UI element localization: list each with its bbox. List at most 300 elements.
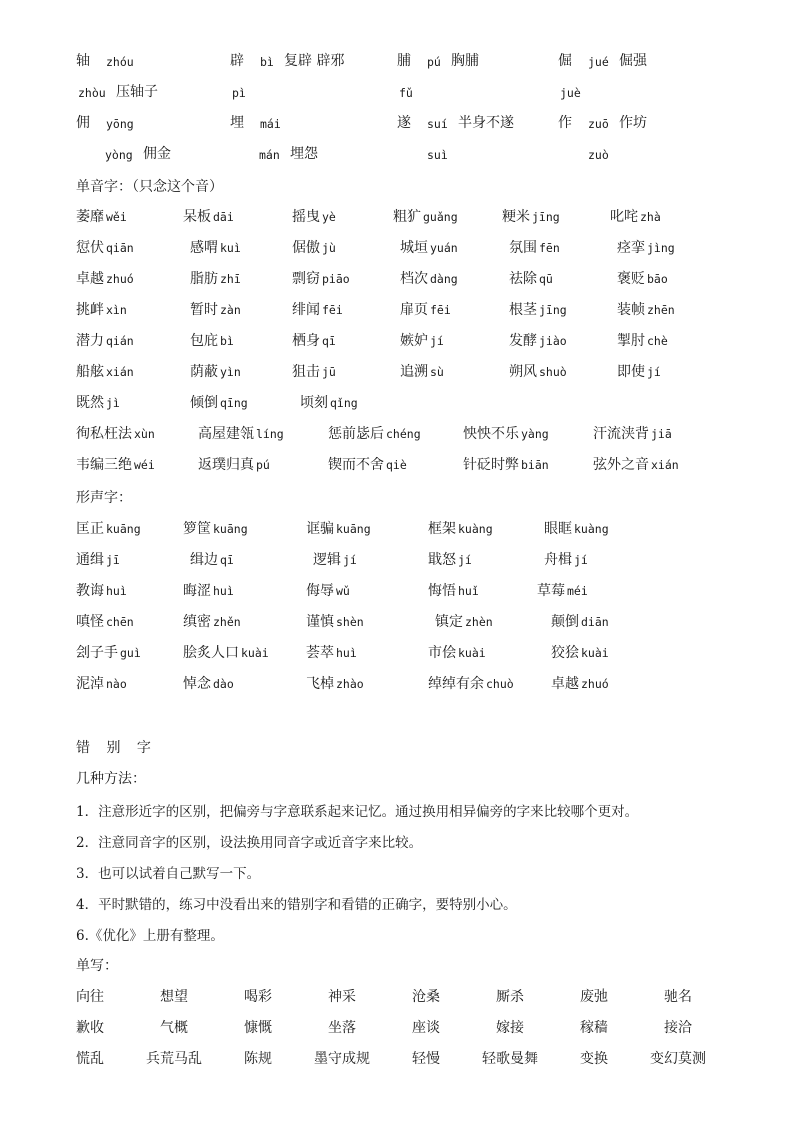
pinyin: fǔ <box>399 86 413 100</box>
pinyin: huì <box>336 646 357 660</box>
word-text: 萎靡 <box>76 209 104 225</box>
word-text: 祛除 <box>509 271 537 287</box>
pinyin: yòng <box>105 148 133 162</box>
word-entry <box>313 551 357 569</box>
pinyin: shuò <box>539 365 567 379</box>
word-entry <box>463 425 549 443</box>
pinyin: diān <box>581 615 609 629</box>
word-text: 狙击 <box>292 364 320 380</box>
practice-word: 变换 <box>580 1051 608 1067</box>
word-text: 晦涩 <box>183 583 211 599</box>
word-entry <box>190 332 234 350</box>
word-text: 返璞归真 <box>198 457 254 473</box>
word-entry <box>306 644 357 662</box>
pinyin: fēn <box>539 241 560 255</box>
word-text: 镇定 <box>435 614 463 630</box>
word-entry <box>76 363 134 381</box>
word-text: 卓越 <box>551 676 579 692</box>
word-entry <box>183 675 234 693</box>
pinyin: sù <box>430 365 444 379</box>
phonetic-heading: 形声字： <box>76 490 132 506</box>
example-words: 胸脯 <box>451 53 479 69</box>
word-text: 倨傲 <box>292 240 320 256</box>
practice-word: 废弛 <box>580 989 608 1005</box>
pinyin: huì <box>213 584 234 598</box>
word-text: 暂时 <box>190 302 218 318</box>
polyphone-char: 辟 <box>230 53 244 69</box>
word-text: 飞棹 <box>306 676 334 692</box>
polyphone-char: 倔 <box>558 53 572 69</box>
practice-word: 厮杀 <box>496 989 524 1005</box>
word-entry <box>190 270 241 288</box>
word-entry <box>617 301 675 319</box>
pinyin: kuāng <box>106 522 141 536</box>
word-text: 档次 <box>400 271 428 287</box>
word-text: 包庇 <box>190 333 218 349</box>
practice-word: 歉收 <box>76 1020 104 1036</box>
word-entry <box>509 363 567 381</box>
word-text: 刽子手 <box>76 645 118 661</box>
word-text: 徇私枉法 <box>76 426 132 442</box>
word-text: 绯闻 <box>292 302 320 318</box>
polyphone-char: 遂 <box>397 115 411 131</box>
practice-word: 坐落 <box>328 1020 356 1036</box>
pinyin: wǔ <box>336 584 350 598</box>
pinyin: chēn <box>106 615 134 629</box>
practice-word: 轻歌曼舞 <box>482 1051 538 1067</box>
pinyin: kuài <box>241 646 269 660</box>
word-entry <box>292 363 336 381</box>
word-entry <box>617 270 668 288</box>
pinyin: mán <box>259 148 280 162</box>
word-text: 狡狯 <box>551 645 579 661</box>
word-text: 韦编三绝 <box>76 457 132 473</box>
pinyin: xián <box>651 458 679 472</box>
pinyin: qī <box>220 553 234 567</box>
practice-word: 慌乱 <box>76 1051 104 1067</box>
word-text: 卓越 <box>76 271 104 287</box>
word-text: 既然 <box>76 395 104 411</box>
pinyin: guǎng <box>423 210 458 224</box>
pinyin: suì <box>427 148 448 162</box>
word-text: 悔悟 <box>428 583 456 599</box>
word-entry <box>509 301 567 319</box>
word-text: 锲而不舍 <box>328 457 384 473</box>
pinyin: bāo <box>647 272 668 286</box>
pinyin: pú <box>427 55 441 69</box>
word-text: 感喟 <box>190 240 218 256</box>
word-entry <box>76 456 155 474</box>
word-text: 脂肪 <box>190 271 218 287</box>
word-entry <box>537 582 588 600</box>
word-entry <box>183 208 234 226</box>
word-entry <box>76 582 127 600</box>
word-text: 粗犷 <box>393 209 421 225</box>
practice-word: 陈规 <box>244 1051 272 1067</box>
word-entry <box>544 551 588 569</box>
word-entry <box>183 582 234 600</box>
pinyin: xùn <box>134 427 155 441</box>
word-text: 颠倒 <box>551 614 579 630</box>
pinyin: yuán <box>430 241 458 255</box>
word-text: 嗔怪 <box>76 614 104 630</box>
pinyin: dàng <box>430 272 458 286</box>
word-text: 栖身 <box>292 333 320 349</box>
pinyin: chéng <box>386 427 421 441</box>
pinyin: jī <box>106 553 120 567</box>
word-entry <box>76 425 155 443</box>
word-text: 嫉妒 <box>400 333 428 349</box>
pinyin: pì <box>232 86 246 100</box>
word-entry <box>328 425 421 443</box>
pinyin: zuò <box>588 148 609 162</box>
practice-word: 向往 <box>76 989 104 1005</box>
pinyin: zhòu <box>78 86 106 100</box>
word-entry <box>551 675 609 693</box>
pinyin: mái <box>260 117 281 131</box>
word-entry <box>328 456 407 474</box>
word-entry <box>292 270 350 288</box>
word-entry <box>292 301 343 319</box>
polyphone-char: 轴 <box>76 53 90 69</box>
pinyin: jué <box>588 55 609 69</box>
pinyin: piāo <box>322 272 350 286</box>
pinyin: qǐng <box>330 396 358 410</box>
word-text: 城垣 <box>400 240 428 256</box>
practice-word: 嫁接 <box>496 1020 524 1036</box>
practice-word: 墨守成规 <box>314 1051 370 1067</box>
word-entry <box>183 644 269 662</box>
pinyin: jí <box>574 553 588 567</box>
word-entry <box>190 394 248 412</box>
word-entry <box>428 644 486 662</box>
word-entry <box>593 456 679 474</box>
pinyin: jīng <box>532 210 560 224</box>
pinyin: zhēn <box>647 303 675 317</box>
word-text: 摇曳 <box>292 209 320 225</box>
pinyin: kuì <box>220 241 241 255</box>
example-words: 复辟 辟邪 <box>284 53 345 69</box>
pinyin: yōng <box>106 117 134 131</box>
word-text: 倾倒 <box>190 395 218 411</box>
word-entry <box>292 239 336 257</box>
pinyin: zhà <box>640 210 661 224</box>
word-entry <box>617 239 675 257</box>
word-text: 惩前毖后 <box>328 426 384 442</box>
word-text: 朔风 <box>509 364 537 380</box>
example-words: 埋怨 <box>290 146 318 162</box>
word-entry <box>76 613 134 631</box>
word-text: 荫蔽 <box>190 364 218 380</box>
word-entry <box>551 613 609 631</box>
pinyin: kuài <box>458 646 486 660</box>
word-text: 发酵 <box>509 333 537 349</box>
practice-word: 变幻莫测 <box>650 1051 706 1067</box>
word-entry <box>76 208 127 226</box>
word-entry <box>428 520 493 538</box>
word-entry <box>400 332 444 350</box>
pinyin: jí <box>458 553 472 567</box>
word-entry <box>617 332 668 350</box>
practice-word: 驰名 <box>664 989 692 1005</box>
word-text: 诓骗 <box>306 521 334 537</box>
pinyin: jí <box>343 553 357 567</box>
pinyin: chè <box>647 334 668 348</box>
word-entry <box>292 208 336 226</box>
word-text: 匡正 <box>76 521 104 537</box>
pinyin: zhuó <box>581 677 609 691</box>
word-text: 即使 <box>617 364 645 380</box>
pinyin: qiè <box>386 458 407 472</box>
word-text: 装帧 <box>617 302 645 318</box>
word-entry <box>610 208 661 226</box>
polyphone-char: 作 <box>558 115 572 131</box>
word-entry <box>400 239 458 257</box>
word-text: 缜密 <box>183 614 211 630</box>
pinyin: qiān <box>106 241 134 255</box>
word-text: 愆伏 <box>76 240 104 256</box>
pinyin: zhī <box>220 272 241 286</box>
word-entry <box>509 332 567 350</box>
word-entry <box>428 551 472 569</box>
pinyin: jiā <box>651 427 672 441</box>
pinyin: zhào <box>336 677 364 691</box>
single-sound-heading: 单音字：（只念这个音） <box>76 179 223 195</box>
word-entry <box>183 520 248 538</box>
word-entry <box>593 425 672 443</box>
practice-word: 轻慢 <box>412 1051 440 1067</box>
word-entry <box>400 270 458 288</box>
word-text: 剽窃 <box>292 271 320 287</box>
word-entry <box>190 363 241 381</box>
word-text: 泥淖 <box>76 676 104 692</box>
word-text: 缉边 <box>190 552 218 568</box>
polyphone-char: 埋 <box>230 115 244 131</box>
word-entry <box>551 644 609 662</box>
pinyin: bì <box>260 55 274 69</box>
word-text: 顷刻 <box>300 395 328 411</box>
pinyin: zàn <box>220 303 241 317</box>
example-words: 作坊 <box>619 115 647 131</box>
word-text: 怏怏不乐 <box>463 426 519 442</box>
pinyin: nào <box>106 677 127 691</box>
pinyin: jù <box>322 241 336 255</box>
pinyin: méi <box>567 584 588 598</box>
practice-word: 沧桑 <box>412 989 440 1005</box>
pinyin: qīng <box>220 396 248 410</box>
word-text: 氛围 <box>509 240 537 256</box>
pinyin: wěi <box>106 210 127 224</box>
pinyin: kuāng <box>336 522 371 536</box>
pinyin: jiào <box>539 334 567 348</box>
word-entry <box>502 208 560 226</box>
example-words: 佣金 <box>143 146 171 162</box>
word-text: 侮辱 <box>306 583 334 599</box>
word-entry <box>76 520 141 538</box>
polyphone-char: 佣 <box>76 115 90 131</box>
word-entry <box>509 270 553 288</box>
pinyin: yè <box>322 210 336 224</box>
word-entry <box>190 239 241 257</box>
word-entry <box>292 332 336 350</box>
polyphone-char: 脯 <box>397 53 411 69</box>
word-entry <box>617 363 661 381</box>
word-text: 舟楫 <box>544 552 572 568</box>
single-write-heading: 单写： <box>76 958 118 974</box>
pinyin: wéi <box>134 458 155 472</box>
word-text: 掣肘 <box>617 333 645 349</box>
word-entry <box>400 301 451 319</box>
word-entry <box>393 208 458 226</box>
word-text: 眼眶 <box>544 521 572 537</box>
word-entry <box>435 613 493 631</box>
word-entry <box>76 301 127 319</box>
practice-word: 稼穑 <box>580 1020 608 1036</box>
word-entry <box>306 582 350 600</box>
practice-word: 神采 <box>328 989 356 1005</box>
pinyin: huì <box>106 584 127 598</box>
word-text: 框架 <box>428 521 456 537</box>
example-words: 倔强 <box>619 53 647 69</box>
practice-word: 座谈 <box>412 1020 440 1036</box>
pinyin: zuō <box>588 117 609 131</box>
pinyin: jí <box>647 365 661 379</box>
word-text: 弦外之音 <box>593 457 649 473</box>
word-entry <box>76 644 141 662</box>
pinyin: yàng <box>521 427 549 441</box>
word-text: 戢怒 <box>428 552 456 568</box>
word-entry <box>463 456 549 474</box>
pinyin: dāi <box>213 210 234 224</box>
example-words: 压轴子 <box>116 84 158 100</box>
word-entry <box>198 456 270 474</box>
pinyin: jīng <box>539 303 567 317</box>
pinyin: fēi <box>322 303 343 317</box>
word-text: 挑衅 <box>76 302 104 318</box>
word-entry <box>76 239 134 257</box>
word-text: 脍炙人口 <box>183 645 239 661</box>
word-entry <box>428 675 514 693</box>
word-text: 汗流浃背 <box>593 426 649 442</box>
word-text: 痉挛 <box>617 240 645 256</box>
pinyin: pú <box>256 458 270 472</box>
word-text: 高屋建瓴 <box>198 426 254 442</box>
pinyin: qī <box>322 334 336 348</box>
pinyin: yìn <box>220 365 241 379</box>
word-text: 根茎 <box>509 302 537 318</box>
example-words: 半身不遂 <box>458 115 514 131</box>
pinyin: jìng <box>647 241 675 255</box>
pinyin: bì <box>220 334 234 348</box>
word-entry <box>76 270 134 288</box>
pinyin: kuāng <box>213 522 248 536</box>
pinyin: huǐ <box>458 584 479 598</box>
pinyin: suí <box>427 117 448 131</box>
word-entry <box>428 582 479 600</box>
pinyin: xián <box>106 365 134 379</box>
word-entry <box>190 551 234 569</box>
pinyin: jū <box>322 365 336 379</box>
pinyin: zhuó <box>106 272 134 286</box>
pinyin: fēi <box>430 303 451 317</box>
pinyin: dào <box>213 677 234 691</box>
practice-word: 想望 <box>160 989 188 1005</box>
word-entry <box>306 520 371 538</box>
word-entry <box>190 301 241 319</box>
method-item: 6.《优化》上册有整理。 <box>76 928 224 944</box>
typos-heading: 错 别 字 <box>76 740 157 756</box>
pinyin: biān <box>521 458 549 472</box>
word-entry <box>183 613 241 631</box>
method-item: 2．注意同音字的区别，设法换用同音字或近音字来比较。 <box>76 835 423 851</box>
pinyin: shèn <box>336 615 364 629</box>
pinyin: líng <box>256 427 284 441</box>
word-text: 荟萃 <box>306 645 334 661</box>
pinyin: qián <box>106 334 134 348</box>
word-text: 悼念 <box>183 676 211 692</box>
word-entry <box>300 394 358 412</box>
word-text: 潜力 <box>76 333 104 349</box>
word-text: 船舷 <box>76 364 104 380</box>
pinyin: jí <box>430 334 444 348</box>
pinyin: chuò <box>486 677 514 691</box>
word-text: 逻辑 <box>313 552 341 568</box>
word-entry <box>76 394 120 412</box>
pinyin: kuàng <box>458 522 493 536</box>
word-text: 扉页 <box>400 302 428 318</box>
word-text: 追溯 <box>400 364 428 380</box>
word-entry <box>76 675 127 693</box>
practice-word: 兵荒马乱 <box>146 1051 202 1067</box>
word-entry <box>76 332 134 350</box>
word-text: 通缉 <box>76 552 104 568</box>
pinyin: jì <box>106 396 120 410</box>
word-entry <box>76 551 120 569</box>
practice-word: 气概 <box>160 1020 188 1036</box>
pinyin: juè <box>560 86 581 100</box>
word-text: 草莓 <box>537 583 565 599</box>
practice-word: 接洽 <box>664 1020 692 1036</box>
pinyin: zhèn <box>465 615 493 629</box>
pinyin: qū <box>539 272 553 286</box>
word-text: 叱咤 <box>610 209 638 225</box>
word-text: 绰绰有余 <box>428 676 484 692</box>
pinyin: kuàng <box>574 522 609 536</box>
word-text: 谨慎 <box>306 614 334 630</box>
word-text: 褒贬 <box>617 271 645 287</box>
pinyin: xìn <box>106 303 127 317</box>
word-entry <box>400 363 444 381</box>
word-text: 针砭时弊 <box>463 457 519 473</box>
practice-word: 慷慨 <box>244 1020 272 1036</box>
pinyin: zhóu <box>106 55 134 69</box>
pinyin: guì <box>120 646 141 660</box>
methods-heading: 几种方法： <box>76 771 146 787</box>
word-entry <box>306 613 364 631</box>
pinyin: zhěn <box>213 615 241 629</box>
word-text: 呆板 <box>183 209 211 225</box>
word-text: 市侩 <box>428 645 456 661</box>
word-text: 教诲 <box>76 583 104 599</box>
method-item: 1．注意形近字的区别，把偏旁与字意联系起来记忆。通过换用相异偏旁的字来比较哪个更对。 <box>76 804 639 820</box>
practice-word: 喝彩 <box>244 989 272 1005</box>
word-entry <box>198 425 284 443</box>
word-text: 箩筐 <box>183 521 211 537</box>
word-entry <box>544 520 609 538</box>
word-entry <box>509 239 560 257</box>
word-entry <box>306 675 364 693</box>
word-text: 粳米 <box>502 209 530 225</box>
